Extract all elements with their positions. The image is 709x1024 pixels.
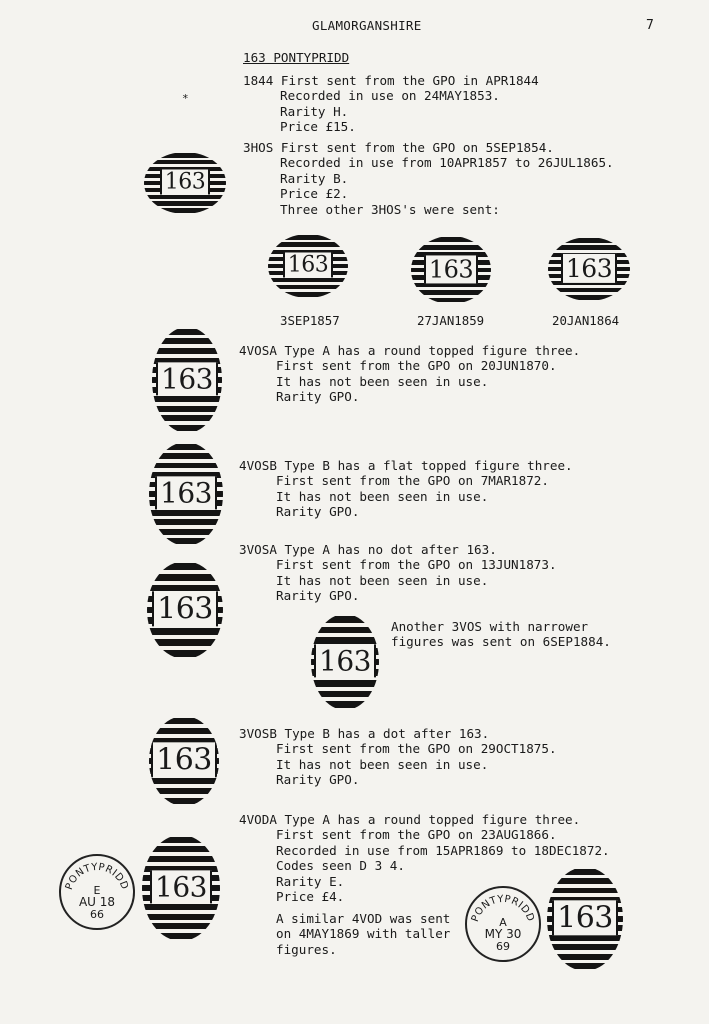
- bar: [147, 650, 223, 657]
- entry-line: Price £15.: [280, 119, 356, 135]
- entry-3vosb: [239, 726, 557, 788]
- postmark-town: PONTYPRIDD: [469, 893, 537, 924]
- entry-line: Recorded in use from 15APR1869 to 18DEC1872.: [276, 842, 610, 858]
- page-header: GLAMORGANSHIRE: [312, 18, 422, 33]
- bar: [268, 242, 348, 246]
- bar: [149, 519, 223, 525]
- postmark-date: MY 30: [484, 927, 522, 941]
- bar: [142, 856, 220, 862]
- cancel-3vos-other: 163: [311, 614, 379, 710]
- entry-line: figures was sent on 6SEP1884.: [391, 634, 611, 650]
- entry-line: Rarity H.: [280, 103, 349, 119]
- bar: [311, 637, 379, 644]
- bar: [547, 869, 623, 875]
- bar: [311, 616, 379, 623]
- bar: [149, 728, 219, 734]
- cancel-3hos-1859: 163: [411, 236, 491, 304]
- bar: [149, 510, 223, 516]
- bar: [547, 935, 623, 941]
- bar: [149, 453, 223, 459]
- entry-line: 3HOS First sent from the GPO on 5SEP1854.: [243, 140, 554, 155]
- bar: [149, 529, 223, 535]
- entry-line: Rarity E.: [276, 873, 345, 889]
- bar: [152, 425, 222, 431]
- entry-line: 1844 First sent from the GPO in APR1844: [243, 73, 539, 88]
- bar: [152, 329, 222, 335]
- bar: [149, 798, 219, 804]
- cancel-4voda: 163: [142, 835, 220, 941]
- entry-line: Rarity GPO.: [276, 588, 360, 604]
- bar: [268, 285, 348, 289]
- bar: [144, 153, 226, 157]
- page-number: 7: [646, 18, 654, 33]
- postmark-year: 69: [496, 940, 510, 953]
- entry-line: First sent from the GPO on 23AUG1866.: [276, 827, 557, 843]
- bar: [147, 574, 223, 581]
- bar: [152, 338, 222, 344]
- bar: [147, 628, 223, 635]
- entry-line: Rarity GPO.: [276, 389, 360, 405]
- postmark-code: E: [93, 884, 101, 897]
- bar: [152, 396, 222, 402]
- entry-line: on 4MAY1869 with taller: [276, 926, 451, 942]
- postmark-code: A: [499, 916, 507, 929]
- caption-20jan1864: 20JAN1864: [552, 313, 620, 328]
- bar: [268, 278, 348, 282]
- bar: [268, 292, 348, 296]
- section-title: 163 PONTYPRIDD: [243, 50, 350, 65]
- bar: [152, 406, 222, 412]
- entry-line: Codes seen D 3 4.: [276, 858, 405, 874]
- bar: [311, 627, 379, 634]
- entry-line: First sent from the GPO on 13JUN1873.: [276, 557, 557, 573]
- bar: [547, 963, 623, 969]
- caption-3sep1857: 3SEP1857: [280, 313, 340, 328]
- entry-line: A similar 4VOD was sent: [276, 911, 451, 926]
- entry-line: It has not been seen in use.: [276, 373, 489, 389]
- entry-line: Price £2.: [280, 186, 349, 202]
- bar: [548, 238, 630, 242]
- bar: [547, 944, 623, 950]
- bar: [147, 563, 223, 570]
- bar: [268, 235, 348, 239]
- entry-line: Rarity GPO.: [276, 504, 360, 520]
- entry-line: 3VOSB Type B has a dot after 163.: [239, 726, 490, 741]
- entry-3hos: [243, 140, 614, 217]
- entry-line: It has not been seen in use.: [276, 756, 489, 772]
- bar: [311, 680, 379, 687]
- cancel-3hos-1864: 163: [548, 237, 630, 301]
- cancel-3vosa: 163: [147, 561, 223, 659]
- bar: [142, 933, 220, 939]
- bar: [147, 639, 223, 646]
- bar: [142, 914, 220, 920]
- entry-line: Recorded in use on 24MAY1853.: [280, 88, 500, 104]
- entry-line: First sent from the GPO on 29OCT1875.: [276, 741, 557, 757]
- bar: [547, 954, 623, 960]
- star-mark: *: [182, 92, 189, 105]
- entry-4vosa: [239, 343, 580, 405]
- bar: [548, 245, 630, 249]
- entry-line: Rarity B.: [280, 170, 349, 186]
- bar: [547, 878, 623, 884]
- postmark-pontypridd-1869: [465, 886, 541, 962]
- entry-line: Another 3VOS with narrower: [391, 619, 589, 634]
- postmark-town: PONTYPRIDD: [63, 861, 131, 892]
- bar: [411, 245, 491, 250]
- entry-4vosb: [239, 458, 573, 520]
- bar: [142, 904, 220, 910]
- bar: [149, 538, 223, 544]
- bar: [142, 923, 220, 929]
- bar: [149, 444, 223, 450]
- entry-line: 4VODA Type A has a round topped figure three.: [239, 812, 581, 827]
- entry-3vosa: [239, 542, 557, 604]
- bar: [149, 788, 219, 794]
- entry-line: It has not been seen in use.: [276, 488, 489, 504]
- entry-line: Rarity GPO.: [276, 772, 360, 788]
- bar: [311, 701, 379, 708]
- bar: [152, 348, 222, 354]
- entry-line: figures.: [276, 941, 337, 957]
- entry-line: Three other 3HOS's were sent:: [280, 201, 500, 217]
- bar: [144, 160, 226, 164]
- entry-line: First sent from the GPO on 20JUN1870.: [276, 358, 557, 374]
- entry-line: 4VOSA Type A has a round topped figure three.: [239, 343, 581, 358]
- bar: [144, 208, 226, 212]
- cancel-4vosa: 163: [152, 327, 222, 433]
- bar: [548, 295, 630, 299]
- entry-1844: [243, 73, 539, 135]
- bar: [547, 888, 623, 894]
- bar: [149, 718, 219, 724]
- bar: [411, 298, 491, 303]
- postmark-date: AU 18: [78, 895, 116, 909]
- bar: [142, 837, 220, 843]
- cancel-4vod-similar: 163: [547, 867, 623, 971]
- bar: [149, 778, 219, 784]
- entry-line: Recorded in use from 10APR1857 to 26JUL1865.: [280, 155, 614, 171]
- entry-line: 3VOSA Type A has no dot after 163.: [239, 542, 497, 557]
- bar: [144, 201, 226, 205]
- bar: [152, 415, 222, 421]
- bar: [411, 290, 491, 295]
- entry-line: 4VOSB Type B has a flat topped figure three.: [239, 458, 573, 473]
- cancel-4vosb: 163: [149, 442, 223, 546]
- entry-4vod-similar: [276, 911, 450, 957]
- bar: [548, 288, 630, 292]
- bar: [411, 237, 491, 242]
- postmark-pontypridd-1866: [59, 854, 135, 930]
- cancel-3hos-main: 163: [144, 152, 226, 214]
- bar: [142, 846, 220, 852]
- entry-3vos-other: [391, 619, 611, 650]
- caption-27jan1859: 27JAN1859: [417, 313, 485, 328]
- cancel-3hos-1857: 163: [268, 234, 348, 298]
- cancel-3vosb: 163: [149, 716, 219, 806]
- entry-line: First sent from the GPO on 7MAR1872.: [276, 473, 549, 489]
- entry-line: It has not been seen in use.: [276, 572, 489, 588]
- bar: [311, 691, 379, 698]
- bar: [149, 463, 223, 469]
- postmark-year: 66: [90, 908, 104, 921]
- entry-line: Price £4.: [276, 889, 345, 905]
